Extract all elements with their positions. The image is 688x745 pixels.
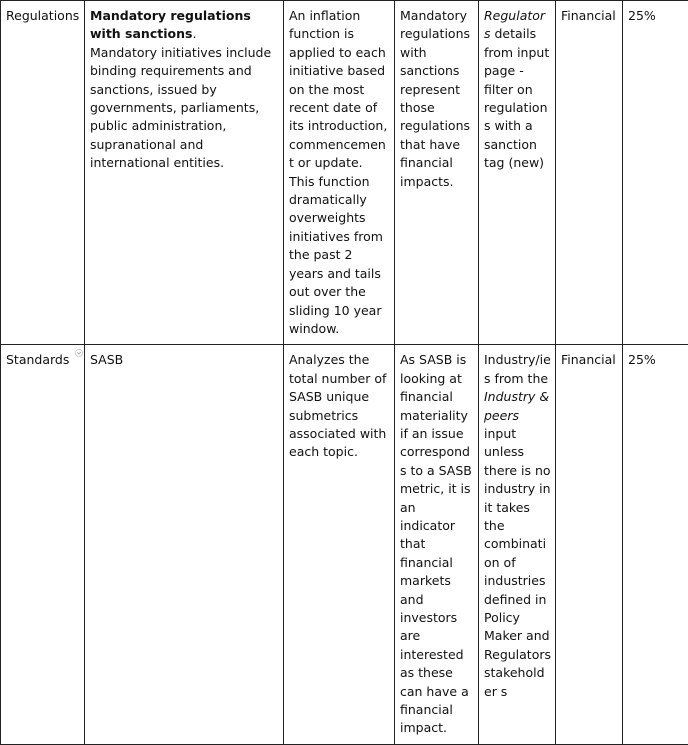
weight-cell (623, 345, 688, 745)
weight-text: 25% (628, 352, 656, 367)
chevron-down-icon[interactable] (75, 349, 83, 357)
name-suffix-text: . (192, 26, 196, 41)
materiality-cell (556, 345, 623, 745)
category-text: Standards (6, 352, 69, 367)
name-text: SASB (90, 352, 123, 367)
rationale-cell (395, 1, 479, 345)
materiality-text: Financial (561, 352, 616, 367)
description-text: Mandatory initiatives include binding requirements and sanctions, issued by governments, parliaments, public administration, supranational and international entities. (90, 45, 271, 170)
rationale-text: Mandatory regulations with sanctions represent those regulations that have financial impacts. (400, 8, 470, 189)
source-prefix-text: Industry/ies from the (484, 352, 551, 385)
rationale-cell (395, 345, 479, 745)
materiality-text: Financial (561, 8, 616, 23)
method-cell (284, 345, 395, 745)
source-rest-text: input unless there is no industry in it takes the combination of industries defined in Policy Maker and Regulators stakeholder s (484, 426, 551, 699)
rationale-text: As SASB is looking at financial materiality if an issue corresponds to a SASB metric, it is an indicator that financial markets and investors are interested as these can have a financial impact. (400, 352, 472, 735)
name-bold-text: Mandatory regulations with sanctions (90, 8, 251, 41)
method-cell (284, 1, 395, 345)
method-text: An inflation function is applied to each initiative based on the most recent date of its introduction, commencement or update. This function dramatically overweights initiatives from the past 2 years and tails out over the sliding 10 year window. (289, 8, 387, 336)
source-italic-text: Regulators (484, 8, 545, 41)
materiality-cell (556, 1, 623, 345)
source-rest-text: details from input page - filter on regulations with a sanction tag (new) (484, 26, 549, 170)
source-italic-text: Industry & peers (484, 389, 549, 422)
weight-text: 25% (628, 8, 656, 23)
method-text: Analyzes the total number of SASB unique submetrics associated with each topic. (289, 352, 386, 459)
name-cell (85, 1, 284, 345)
category-cell (1, 1, 85, 345)
category-cell (1, 345, 85, 745)
weight-cell (623, 1, 688, 345)
source-cell (479, 1, 556, 345)
table-row (1, 345, 688, 745)
category-text: Regulations (6, 8, 79, 23)
name-cell (85, 345, 284, 745)
source-cell (479, 345, 556, 745)
table-row (1, 1, 688, 345)
